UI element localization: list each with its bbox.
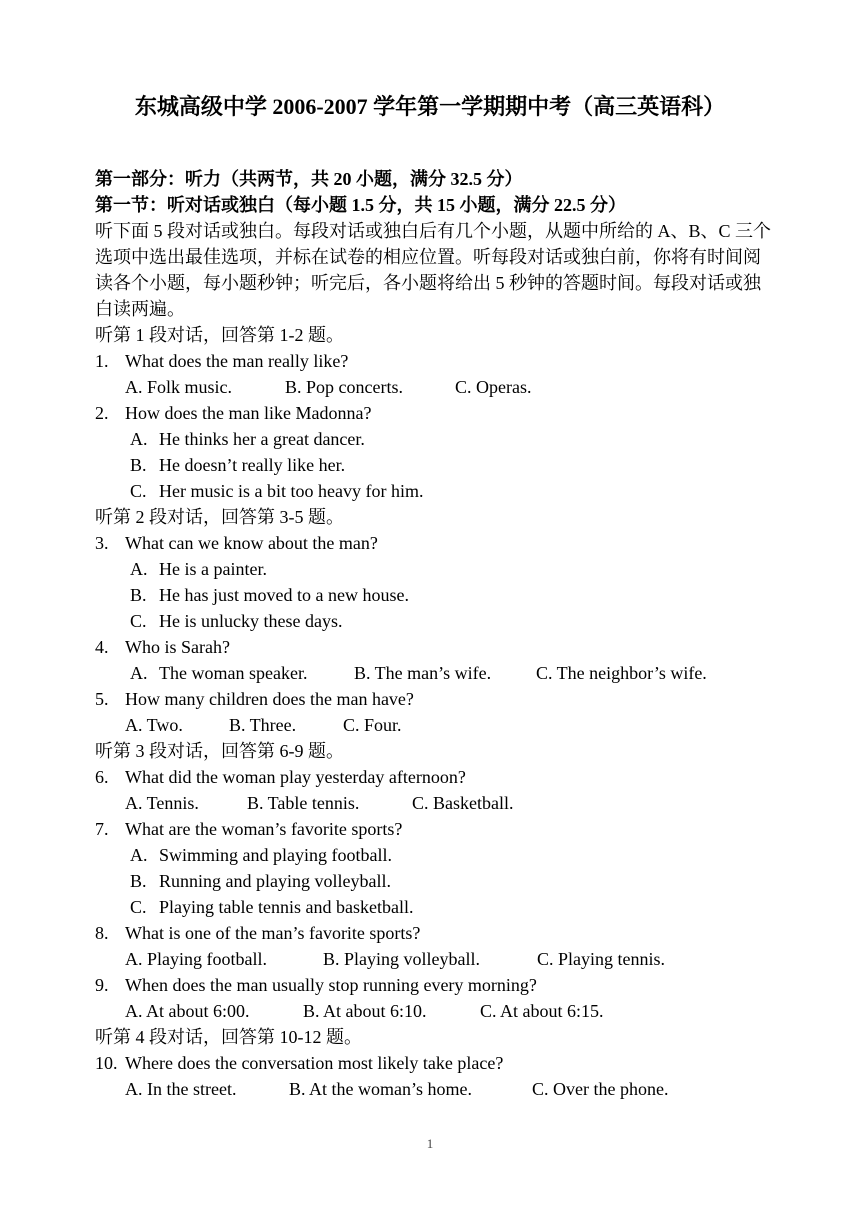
option-letter: B. — [130, 871, 147, 891]
option-b: B. Three. — [229, 715, 297, 735]
option-letter: C. — [130, 611, 147, 631]
question-1-options — [95, 374, 775, 400]
page-number: 1 — [426, 1136, 434, 1151]
question-10 — [95, 1050, 775, 1076]
dialogue-header-3: 听第 3 段对话，回答第 6-9 题。 — [95, 741, 344, 761]
question-number: 4. — [95, 637, 109, 657]
option-a: A. Two. — [125, 715, 183, 735]
option-letter: A. — [130, 845, 148, 865]
question-text: What did the woman play yesterday afternoon? — [125, 767, 466, 787]
question-7 — [95, 816, 775, 842]
question-number: 10. — [95, 1053, 118, 1073]
option-text: Her music is a bit too heavy for him. — [159, 481, 424, 501]
option-b: B. Playing volleyball. — [323, 949, 480, 969]
question-6 — [95, 764, 775, 790]
question-number: 8. — [95, 923, 109, 943]
option-letter: C. — [130, 481, 147, 501]
question-text: What is one of the man’s favorite sports? — [125, 923, 421, 943]
exam-body — [95, 166, 775, 1102]
option-text: He has just moved to a new house. — [159, 585, 409, 605]
question-2-option-a — [95, 426, 775, 452]
page-title: 东城高级中学 2006-2007 学年第一学期期中考（高三英语科） — [134, 94, 726, 119]
question-text: What does the man really like? — [125, 351, 349, 371]
dialogue-header-1: 听第 1 段对话，回答第 1-2 题。 — [95, 325, 344, 345]
question-8-options — [95, 946, 775, 972]
option-b: B. At the woman’s home. — [289, 1079, 472, 1099]
question-10-options — [95, 1076, 775, 1102]
question-number: 9. — [95, 975, 109, 995]
question-9-options — [95, 998, 775, 1024]
option-a: A. Folk music. — [125, 377, 233, 397]
option-a: A. In the street. — [125, 1079, 237, 1099]
option-a: The woman speaker. — [159, 663, 308, 683]
question-2-option-c — [95, 478, 775, 504]
question-text: When does the man usually stop running every morning? — [125, 975, 537, 995]
dialogue-header-2: 听第 2 段对话，回答第 3-5 题。 — [95, 507, 344, 527]
option-letter: A. — [130, 429, 148, 449]
option-text: Swimming and playing football. — [159, 845, 392, 865]
option-text: Running and playing volleyball. — [159, 871, 391, 891]
section1-heading: 第一节：听对话或独白（每小题 1.5 分，共 15 小题，满分 22.5 分） — [95, 195, 626, 215]
question-number: 7. — [95, 819, 109, 839]
option-b: B. The man’s wife. — [354, 663, 492, 683]
option-c: C. Over the phone. — [532, 1079, 669, 1099]
question-6-options — [95, 790, 775, 816]
question-number: 1. — [95, 351, 109, 371]
option-c: C. Basketball. — [412, 793, 514, 813]
option-text: He doesn’t really like her. — [159, 455, 346, 475]
option-a: A. Tennis. — [125, 793, 199, 813]
question-7-option-c — [95, 894, 775, 920]
question-3-option-c — [95, 608, 775, 634]
option-b: B. Table tennis. — [247, 793, 360, 813]
question-text: What are the woman’s favorite sports? — [125, 819, 403, 839]
question-8 — [95, 920, 775, 946]
question-4 — [95, 634, 775, 660]
option-text: He is unlucky these days. — [159, 611, 343, 631]
question-1 — [95, 348, 775, 374]
question-number: 2. — [95, 403, 109, 423]
option-letter: A. — [130, 663, 148, 683]
part1-heading: 第一部分：听力（共两节，共 20 小题，满分 32.5 分） — [95, 169, 523, 189]
question-7-option-a — [95, 842, 775, 868]
question-9 — [95, 972, 775, 998]
option-a: A. Playing football. — [125, 949, 267, 969]
option-letter: C. — [130, 897, 147, 917]
option-c: C. Playing tennis. — [537, 949, 666, 969]
question-3-option-b — [95, 582, 775, 608]
option-text: He thinks her a great dancer. — [159, 429, 365, 449]
question-3 — [95, 530, 775, 556]
option-a: A. At about 6:00. — [125, 1001, 250, 1021]
option-b: B. At about 6:10. — [303, 1001, 427, 1021]
question-text: How many children does the man have? — [125, 689, 414, 709]
option-c: C. Operas. — [455, 377, 532, 397]
option-letter: B. — [130, 455, 147, 475]
question-3-option-a — [95, 556, 775, 582]
question-2-option-b — [95, 452, 775, 478]
option-c: C. At about 6:15. — [480, 1001, 604, 1021]
question-7-option-b — [95, 868, 775, 894]
option-c: C. The neighbor’s wife. — [536, 663, 707, 683]
option-letter: B. — [130, 585, 147, 605]
option-letter: A. — [130, 559, 148, 579]
question-text: What can we know about the man? — [125, 533, 378, 553]
dialogue-header-4: 听第 4 段对话，回答第 10-12 题。 — [95, 1027, 362, 1047]
question-text: How does the man like Madonna? — [125, 403, 372, 423]
instructions: 听下面 5 段对话或独白。每段对话或独白后有几个小题，从题中所给的 A、B、C 三个选项中选出最佳选项，并标在试卷的相应位置。听每段对话或独白前，你将有时间阅读各个小题，每小题秒钟；听完后，各小题将给出 5 秒钟的答题时间。每段对话或独白读两遍。 — [95, 221, 772, 319]
option-b: B. Pop concerts. — [285, 377, 403, 397]
question-number: 6. — [95, 767, 109, 787]
option-text: Playing table tennis and basketball. — [159, 897, 414, 917]
question-number: 5. — [95, 689, 109, 709]
question-text: Where does the conversation most likely take place? — [125, 1053, 504, 1073]
question-5 — [95, 686, 775, 712]
question-4-options — [95, 660, 775, 686]
option-text: He is a painter. — [159, 559, 267, 579]
question-2 — [95, 400, 775, 426]
question-number: 3. — [95, 533, 109, 553]
option-c: C. Four. — [343, 715, 402, 735]
question-text: Who is Sarah? — [125, 637, 230, 657]
question-5-options — [95, 712, 775, 738]
